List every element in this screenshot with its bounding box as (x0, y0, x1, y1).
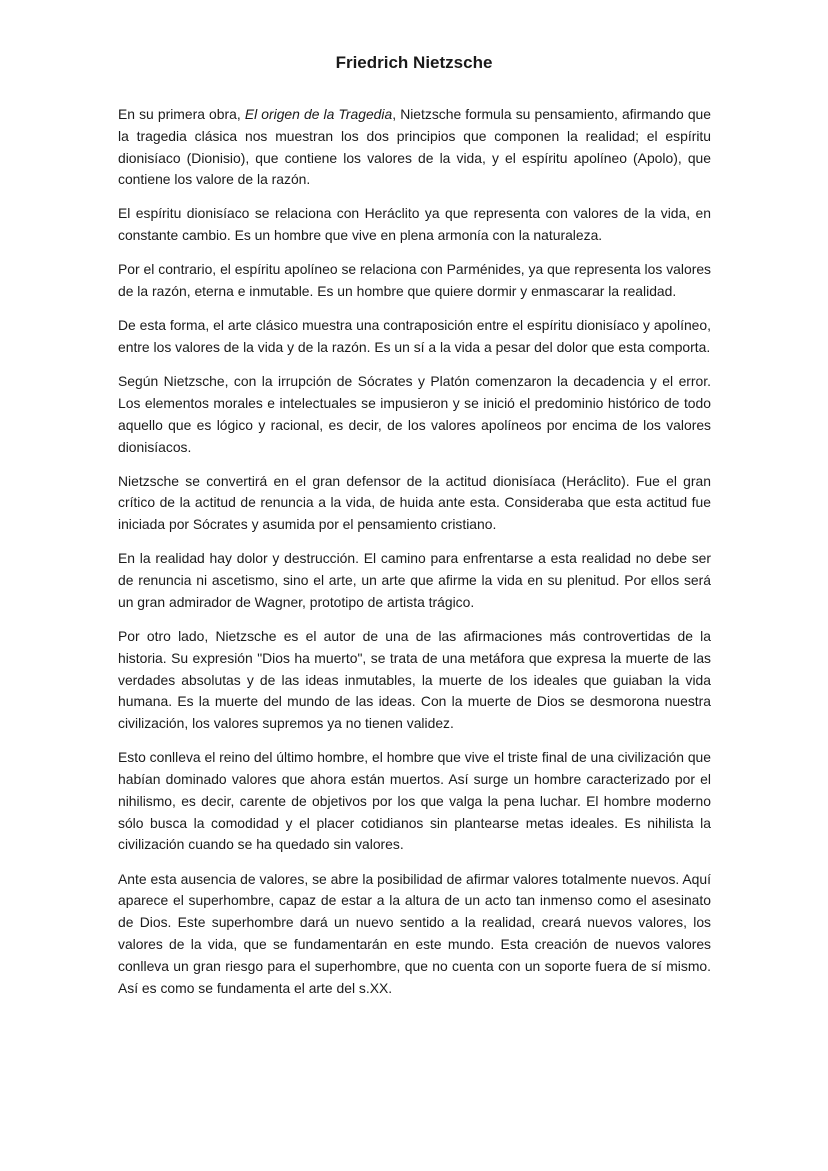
paragraph: Esto conlleva el reino del último hombre, el hombre que vive el triste final de una civilización que habían dominado valores que ahora están muertos. Así surge un hombre caracterizado por el nihilismo, es decir, carente de objetivos por los que valga la pena luchar. El hombre moderno sólo busca la comodidad y el placer cotidianos sin plantearse metas ideales. Es nihilista la civilización cuando se ha quedado sin valores. (118, 749, 711, 853)
intro-text-after: , Nietzsche formula su pensamiento, afirmando que la tragedia clásica nos muestran los dos principios que componen la realidad; el espíritu dionisíaco (Dionisio), que contiene los valores de la vida, y el espíritu apolíneo (Apolo), que contiene los valore de la razón. (118, 106, 712, 188)
paragraph: Por otro lado, Nietzsche es el autor de una de las afirmaciones más controvertidas de la historia. Su expresión "Dios ha muerto", se trata de una metáfora que expresa la muerte de las verdades absolutas y de las ideas inmutables, la muerte de los ideales que guiaban la vida humana. Es la muerte del mundo de las ideas. Con la muerte de Dios se desmorona nuestra civilización, los valores supremos ya no tienen validez. (118, 628, 711, 732)
paragraph-intro (118, 104, 711, 191)
paragraph: En la realidad hay dolor y destrucción. El camino para enfrentarse a esta realidad no debe ser de renuncia ni ascetismo, sino el arte, un arte que afirme la vida en su plenitud. Por ellos será un gran admirador de Wagner, prototipo de artista trágico. (118, 550, 711, 610)
intro-text-before: En su primera obra, (118, 106, 245, 122)
page-title: Friedrich Nietzsche (335, 53, 493, 72)
paragraph: El espíritu dionisíaco se relaciona con Heráclito ya que representa con valores de la vida, en constante cambio. Es un hombre que vive en plena armonía con la naturaleza. (118, 205, 711, 244)
work-title: El origen de la Tragedia (244, 106, 393, 122)
paragraph: Según Nietzsche, con la irrupción de Sócrates y Platón comenzaron la decadencia y el error. Los elementos morales e intelectuales se impusieron y se inició el predominio histórico de todo aquello que es lógico y racional, es decir, de los valores apolíneos por encima de los valores dionisíacos. (118, 373, 711, 455)
paragraph: Ante esta ausencia de valores, se abre la posibilidad de afirmar valores totalmente nuevos. Aquí aparece el superhombre, capaz de estar a la altura de un acto tan inmenso como el asesinato de Dios. Este superhombre dará un nuevo sentido a la realidad, creará nuevos valores, los valores de la vida, que se fundamentarán en este mundo. Esta creación de nuevos valores conlleva un gran riesgo para el superhombre, que no cuenta con un soporte fuera de sí mismo. Así es como se fundamenta el arte del s.XX. (118, 870, 711, 996)
paragraph: Por el contrario, el espíritu apolíneo se relaciona con Parménides, ya que representa los valores de la razón, eterna e inmutable. Es un hombre que quiere dormir y enmascarar la realidad. (118, 261, 711, 300)
document-body (118, 104, 711, 1012)
paragraph: De esta forma, el arte clásico muestra una contraposición entre el espíritu dionisíaco y apolíneo, entre los valores de la vida y de la razón. Es un sí a la vida a pesar del dolor que esta comporta. (118, 317, 711, 356)
paragraph: Nietzsche se convertirá en el gran defensor de la actitud dionisíaca (Heráclito). Fue el gran crítico de la actitud de renuncia a la vida, de huida ante esta. Consideraba que esta actitud fue iniciada por Sócrates y asumida por el pensamiento cristiano. (118, 472, 711, 533)
